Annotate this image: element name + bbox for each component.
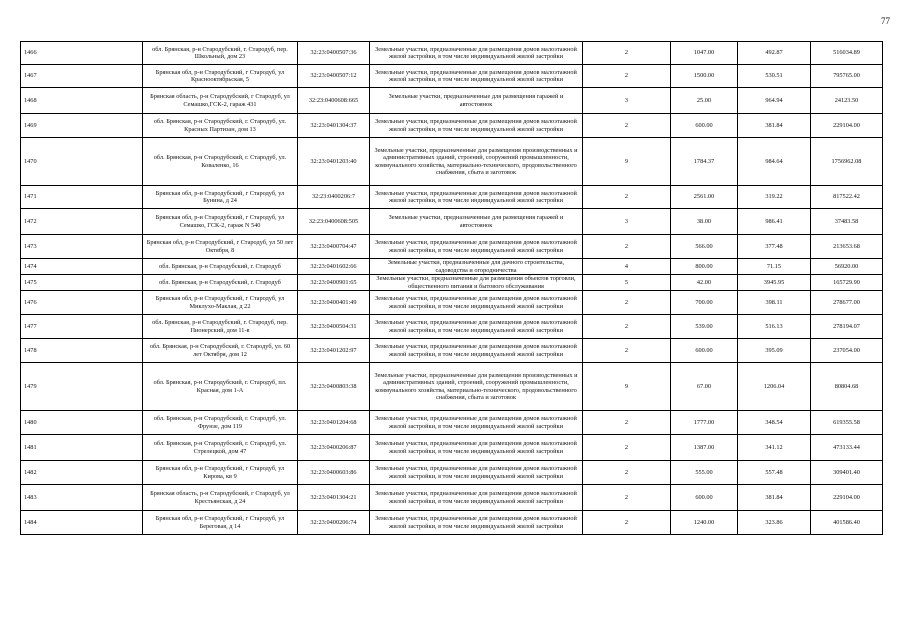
row-cadastral-value: 278194.07 — [811, 315, 883, 339]
row-specific-value: 381.84 — [738, 485, 811, 511]
row-specific-value: 1206.04 — [738, 363, 811, 411]
row-cadastral-value: 401586.40 — [811, 511, 883, 535]
row-address: обл. Брянская, р-н Стародубский, г. Стародуб, ул. Стрелецкой, дом 47 — [143, 435, 298, 461]
table-row — [21, 138, 883, 186]
table-row — [21, 209, 883, 235]
row-area: 600.00 — [671, 485, 738, 511]
row-cadastral-value: 56920.00 — [811, 259, 883, 275]
row-use-group: 2 — [583, 461, 671, 485]
row-cadastral-number: 32:23:0400504:31 — [298, 315, 370, 339]
row-cadastral-number: 32:23:0400704:47 — [298, 235, 370, 259]
row-cadastral-value: 278677.00 — [811, 291, 883, 315]
row-number: 1484 — [21, 511, 143, 535]
row-specific-value: 341.12 — [738, 435, 811, 461]
row-number: 1469 — [21, 114, 143, 138]
row-permitted-use: Земельные участки, предназначенные для размещения домов малоэтажной жилой застройки, в том числе индивидуальной жилой застройки — [370, 291, 583, 315]
row-area: 800.00 — [671, 259, 738, 275]
row-use-group: 2 — [583, 339, 671, 363]
row-area: 1240.00 — [671, 511, 738, 535]
cadastral-value-table — [20, 41, 883, 535]
row-permitted-use: Земельные участки, предназначенные для размещения гаражей и автостоянок — [370, 209, 583, 235]
row-number: 1482 — [21, 461, 143, 485]
row-address: обл. Брянская, р-н Стародубский, г. Стародуб — [143, 259, 298, 275]
row-number: 1479 — [21, 363, 143, 411]
row-cadastral-number: 32:23:0400608:665 — [298, 88, 370, 114]
row-number: 1481 — [21, 435, 143, 461]
row-use-group: 9 — [583, 138, 671, 186]
row-number: 1475 — [21, 275, 143, 291]
row-permitted-use: Земельные участки, предназначенные для размещения домов малоэтажной жилой застройки, в том числе индивидуальной жилой застройки — [370, 186, 583, 209]
row-use-group: 2 — [583, 114, 671, 138]
table-row — [21, 511, 883, 535]
row-permitted-use: Земельные участки, предназначенные для дачного строительства, садоводства и огородничества — [370, 259, 583, 275]
row-cadastral-number: 32:23:0400901:65 — [298, 275, 370, 291]
row-area: 67.00 — [671, 363, 738, 411]
table-row — [21, 435, 883, 461]
row-use-group: 3 — [583, 209, 671, 235]
table-row — [21, 88, 883, 114]
row-cadastral-number: 32:23:0400206:7 — [298, 186, 370, 209]
row-permitted-use: Земельные участки, предназначенные для размещения домов малоэтажной жилой застройки, в том числе индивидуальной жилой застройки — [370, 511, 583, 535]
row-permitted-use: Земельные участки, предназначенные для размещения производственных и административных зданий, строений, сооружений промышленности, коммунального хозяйства, материально-технического, продовольственного снабжения, сбыта и заготовок — [370, 138, 583, 186]
row-specific-value: 984.64 — [738, 138, 811, 186]
row-cadastral-number: 32:23:0401203:40 — [298, 138, 370, 186]
row-number: 1483 — [21, 485, 143, 511]
row-permitted-use: Земельные участки, предназначенные для размещения домов малоэтажной жилой застройки, в том числе индивидуальной жилой застройки — [370, 339, 583, 363]
row-area: 25.00 — [671, 88, 738, 114]
row-permitted-use: Земельные участки, предназначенные для размещения производственных и административных зданий, строений, сооружений промышленности, коммунального хозяйства, материально-технического, продовольственного снабжения, сбыта и заготовок — [370, 363, 583, 411]
row-specific-value: 516.13 — [738, 315, 811, 339]
row-specific-value: 986.41 — [738, 209, 811, 235]
row-use-group: 2 — [583, 315, 671, 339]
row-cadastral-value: 237054.00 — [811, 339, 883, 363]
row-address: обл. Брянская, р-н Стародубский, г. Стародуб, ул. Коваленко, 16 — [143, 138, 298, 186]
row-area: 600.00 — [671, 114, 738, 138]
row-cadastral-number: 32:23:0401304:21 — [298, 485, 370, 511]
row-use-group: 2 — [583, 42, 671, 65]
row-cadastral-value: 24123.50 — [811, 88, 883, 114]
row-specific-value: 557.48 — [738, 461, 811, 485]
row-number: 1470 — [21, 138, 143, 186]
table-row — [21, 275, 883, 291]
table-row — [21, 315, 883, 339]
row-permitted-use: Земельные участки, предназначенные для размещения домов малоэтажной жилой застройки, в том числе индивидуальной жилой застройки — [370, 42, 583, 65]
row-number: 1476 — [21, 291, 143, 315]
page-number: 77 — [881, 16, 890, 26]
table-row — [21, 411, 883, 435]
row-permitted-use: Земельные участки, предназначенные для размещения домов малоэтажной жилой застройки, в том числе индивидуальной жилой застройки — [370, 235, 583, 259]
row-cadastral-number: 32:23:0400803:38 — [298, 363, 370, 411]
table-row — [21, 259, 883, 275]
row-permitted-use: Земельные участки, предназначенные для размещения домов малоэтажной жилой застройки, в том числе индивидуальной жилой застройки — [370, 461, 583, 485]
row-permitted-use: Земельные участки, предназначенные для размещения домов малоэтажной жилой застройки, в том числе индивидуальной жилой застройки — [370, 315, 583, 339]
row-permitted-use: Земельные участки, предназначенные для размещения домов малоэтажной жилой застройки, в том числе индивидуальной жилой застройки — [370, 114, 583, 138]
row-specific-value: 964.94 — [738, 88, 811, 114]
row-address: обл. Брянская, р-н Стародубский, г. Стародуб, ул. Красных Партизан, дом 13 — [143, 114, 298, 138]
row-address: обл. Брянская, р-н Стародубский, г. Стародуб, пл. Красная, дом 1-А — [143, 363, 298, 411]
table-row — [21, 235, 883, 259]
row-address: Брянская область, р-н Стародубский, г Стародуб, ул Семашко,ГСК-2, гараж 431 — [143, 88, 298, 114]
row-number: 1477 — [21, 315, 143, 339]
row-cadastral-value: 795765.00 — [811, 65, 883, 88]
row-area: 1500.00 — [671, 65, 738, 88]
row-address: Брянская обл, р-н Стародубский, г Стародуб, ул Бунина, д 24 — [143, 186, 298, 209]
row-area: 1047.00 — [671, 42, 738, 65]
row-address: обл. Брянская, р-н Стародубский, г. Стародуб, пер. Школьный, дом 23 — [143, 42, 298, 65]
row-address: обл. Брянская, р-н Стародубский, г. Стародуб, пер. Пионерский, дом 11-в — [143, 315, 298, 339]
row-number: 1473 — [21, 235, 143, 259]
row-specific-value: 377.48 — [738, 235, 811, 259]
row-specific-value: 398.11 — [738, 291, 811, 315]
row-use-group: 2 — [583, 485, 671, 511]
row-number: 1478 — [21, 339, 143, 363]
row-permitted-use: Земельные участки, предназначенные для размещения домов малоэтажной жилой застройки, в том числе индивидуальной жилой застройки — [370, 435, 583, 461]
row-cadastral-number: 32:23:0401602:66 — [298, 259, 370, 275]
row-number: 1468 — [21, 88, 143, 114]
row-use-group: 2 — [583, 291, 671, 315]
row-address: Брянская обл, р-н Стародубский, г Стародуб, ул Краснооктябрьская, 5 — [143, 65, 298, 88]
row-use-group: 2 — [583, 235, 671, 259]
row-specific-value: 319.22 — [738, 186, 811, 209]
row-use-group: 3 — [583, 88, 671, 114]
row-area: 2561.00 — [671, 186, 738, 209]
row-cadastral-number: 32:23:0401204:68 — [298, 411, 370, 435]
row-address: Брянская обл, р-н Стародубский, г Стародуб, ул 50 лет Октября, 8 — [143, 235, 298, 259]
table-row — [21, 461, 883, 485]
row-specific-value: 395.09 — [738, 339, 811, 363]
row-area: 700.00 — [671, 291, 738, 315]
row-specific-value: 348.54 — [738, 411, 811, 435]
row-specific-value: 71.15 — [738, 259, 811, 275]
row-permitted-use: Земельные участки, предназначенные для размещения домов малоэтажной жилой застройки, в том числе индивидуальной жилой застройки — [370, 411, 583, 435]
row-area: 1777.00 — [671, 411, 738, 435]
row-address: обл. Брянская, р-н Стародубский, г. Стародуб, ул. 60 лет Октября, дом 12 — [143, 339, 298, 363]
row-use-group: 4 — [583, 259, 671, 275]
row-area: 600.00 — [671, 339, 738, 363]
row-cadastral-value: 1756962.08 — [811, 138, 883, 186]
row-cadastral-number: 32:23:0401202:97 — [298, 339, 370, 363]
row-use-group: 9 — [583, 363, 671, 411]
row-specific-value: 492.87 — [738, 42, 811, 65]
row-address: Брянская область, р-н Стародубский, г Стародуб, ул Крестьянская, д 24 — [143, 485, 298, 511]
row-area: 1784.37 — [671, 138, 738, 186]
row-cadastral-value: 80804.68 — [811, 363, 883, 411]
row-number: 1474 — [21, 259, 143, 275]
row-use-group: 2 — [583, 186, 671, 209]
row-cadastral-value: 516034.89 — [811, 42, 883, 65]
row-use-group: 2 — [583, 411, 671, 435]
row-number: 1471 — [21, 186, 143, 209]
row-area: 1387.00 — [671, 435, 738, 461]
row-area: 566.00 — [671, 235, 738, 259]
row-cadastral-number: 32:23:0400206:74 — [298, 511, 370, 535]
row-address: обл. Брянская, р-н Стародубский, г. Стародуб — [143, 275, 298, 291]
table-row — [21, 114, 883, 138]
row-cadastral-value: 165729.90 — [811, 275, 883, 291]
table-body — [21, 42, 883, 535]
row-specific-value: 323.86 — [738, 511, 811, 535]
table-row — [21, 65, 883, 88]
row-address: Брянская обл, р-н Стародубский, г Стародуб, ул Миклухо-Маклая, д 22 — [143, 291, 298, 315]
row-specific-value: 530.51 — [738, 65, 811, 88]
table-row — [21, 485, 883, 511]
table-row — [21, 363, 883, 411]
row-number: 1466 — [21, 42, 143, 65]
row-cadastral-number: 32:23:0400608:505 — [298, 209, 370, 235]
row-use-group: 2 — [583, 65, 671, 88]
table-row — [21, 42, 883, 65]
row-cadastral-value: 37483.58 — [811, 209, 883, 235]
row-cadastral-number: 32:23:0400507:12 — [298, 65, 370, 88]
row-address: Брянская обл, р-н Стародубский, г Стародуб, ул Кирова, кв 9 — [143, 461, 298, 485]
table-row — [21, 339, 883, 363]
row-permitted-use: Земельные участки, предназначенные для размещения объектов торговли, общественного питания и бытового обслуживания — [370, 275, 583, 291]
row-cadastral-number: 32:23:0401304:37 — [298, 114, 370, 138]
row-cadastral-value: 473133.44 — [811, 435, 883, 461]
row-address: Брянская обл, р-н Стародубский, г Стародуб, ул Береговая, д 14 — [143, 511, 298, 535]
row-area: 42.00 — [671, 275, 738, 291]
row-use-group: 5 — [583, 275, 671, 291]
row-number: 1467 — [21, 65, 143, 88]
row-area: 539.00 — [671, 315, 738, 339]
row-permitted-use: Земельные участки, предназначенные для размещения домов малоэтажной жилой застройки, в том числе индивидуальной жилой застройки — [370, 65, 583, 88]
row-cadastral-number: 32:23:0400401:49 — [298, 291, 370, 315]
row-use-group: 2 — [583, 435, 671, 461]
row-cadastral-number: 32:23:0400507:36 — [298, 42, 370, 65]
row-cadastral-value: 817522.42 — [811, 186, 883, 209]
row-cadastral-value: 619355.58 — [811, 411, 883, 435]
row-cadastral-value: 229104.00 — [811, 114, 883, 138]
row-specific-value: 381.84 — [738, 114, 811, 138]
row-specific-value: 3945.95 — [738, 275, 811, 291]
row-cadastral-value: 229104.00 — [811, 485, 883, 511]
row-use-group: 2 — [583, 511, 671, 535]
table-row — [21, 291, 883, 315]
row-permitted-use: Земельные участки, предназначенные для размещения домов малоэтажной жилой застройки, в том числе индивидуальной жилой застройки — [370, 485, 583, 511]
row-address: обл. Брянская, р-н Стародубский, г. Стародуб, ул. Фрунзе, дом 119 — [143, 411, 298, 435]
row-number: 1480 — [21, 411, 143, 435]
row-area: 38.00 — [671, 209, 738, 235]
row-area: 555.00 — [671, 461, 738, 485]
row-cadastral-value: 309401.40 — [811, 461, 883, 485]
row-address: Брянская обл, р-н Стародубский, г Стародуб, ул Семашко, ГСК-2, гараж N 540 — [143, 209, 298, 235]
row-number: 1472 — [21, 209, 143, 235]
row-cadastral-number: 32:23:0400206:87 — [298, 435, 370, 461]
row-cadastral-number: 32:23:0400603:86 — [298, 461, 370, 485]
row-cadastral-value: 213653.68 — [811, 235, 883, 259]
row-permitted-use: Земельные участки, предназначенные для размещения гаражей и автостоянок — [370, 88, 583, 114]
table-row — [21, 186, 883, 209]
